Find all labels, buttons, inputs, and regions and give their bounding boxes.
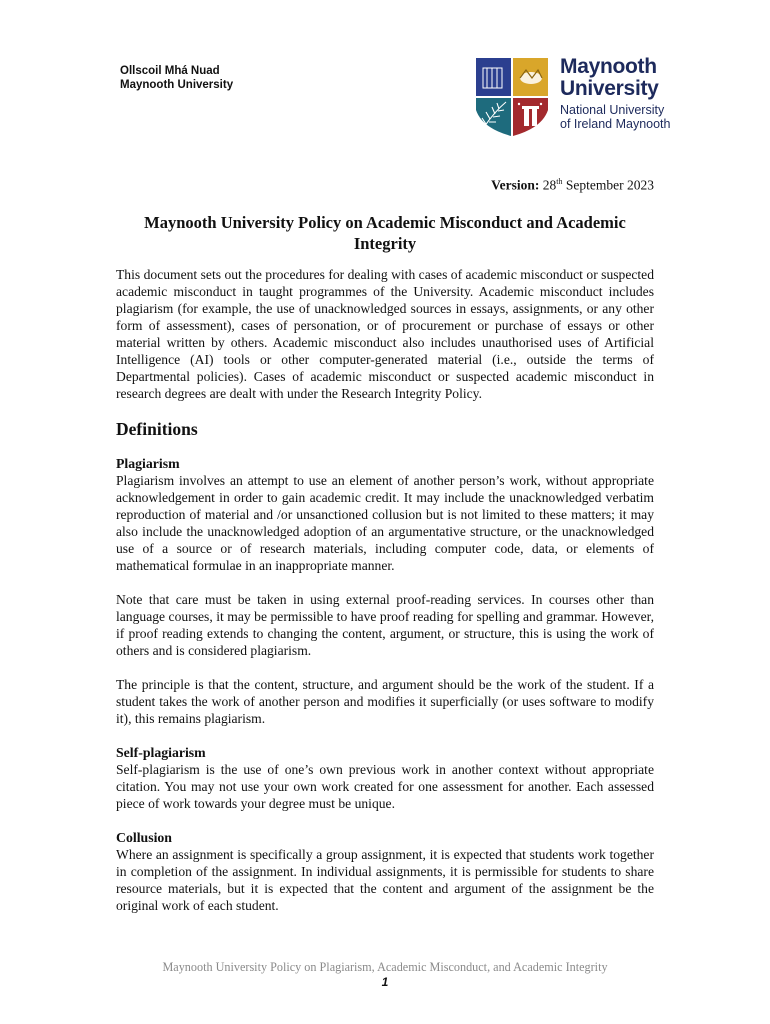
crest-icon [474, 56, 550, 138]
version-label: Version: [491, 177, 540, 193]
version-line [491, 177, 654, 194]
logo-line-3: National University [560, 103, 665, 117]
footer-text: Maynooth University Policy on Plagiarism, Academic Misconduct, and Academic Integrity [162, 960, 608, 974]
collusion-paragraph: Where an assignment is specifically a group assignment, it is expected that students work together in completion of the assignment. In individual assignments, it is permissible for students to share resource materials, but it is expected that the content and argument of the assignment be the original work of each student. [116, 847, 654, 913]
plagiarism-paragraph-1: Plagiarism involves an attempt to use an element of another person’s work, without appropriate acknowledgement in order to gain academic credit. It may include the unacknowledged verbatim reproduction of material and /or unsanctioned collusion but is not limited to these matters; it may also include the unacknowledged adoption of an argumentative structure, or the unacknowledged use of a source or of research materials, including computer code, data, or elements of mathematical formulae in an inappropriate manner. [116, 473, 654, 573]
version-day: 28 [542, 177, 557, 193]
self-plagiarism-heading: Self-plagiarism [116, 745, 206, 760]
page-number: 1 [381, 975, 389, 989]
version-day-suffix: th [556, 177, 563, 186]
page-title: Maynooth University Policy on Academic Misconduct and Academic Integrity [144, 213, 626, 253]
logo-line-2: University [560, 77, 659, 100]
university-name-block [120, 64, 233, 92]
plagiarism-paragraph-2: Note that care must be taken in using external proof-reading services. In courses other than language courses, it may be permissible to have proof reading for spelling and grammar. However, if proof reading extends to changing the content, argument, or structure, this is using the work of others and is considered plagiarism. [116, 592, 654, 658]
version-date: September 2023 [565, 177, 654, 193]
definitions-heading: Definitions [116, 419, 198, 439]
self-plagiarism-paragraph: Self-plagiarism is the use of one’s own previous work in another context without appropriate citation. You may not use your own work created for one assessment for another. Each assessed piece of work towards your degree must be unique. [116, 762, 654, 811]
english-name: Maynooth University [120, 79, 234, 91]
irish-name: Ollscoil Mhá Nuad [120, 65, 220, 77]
logo-wordmark [560, 56, 671, 131]
logo-line-1: Maynooth [560, 55, 657, 78]
plagiarism-paragraph-3: The principle is that the content, structure, and argument should be the work of the student. If a student takes the work of another person and modifies it superficially (or uses software to modify it), this remains plagiarism. [116, 677, 654, 726]
document-body [116, 266, 654, 914]
plagiarism-heading: Plagiarism [116, 456, 180, 471]
collusion-heading: Collusion [116, 830, 172, 845]
intro-paragraph: This document sets out the procedures for dealing with cases of academic misconduct or suspected academic misconduct in taught programmes of the University. Academic misconduct includes plagiarism (for example, the use of unacknowledged sources in essays, assignments, or any other form of assessment), cases of personation, or of procurement or purchase of essays or other material written by others. Academic misconduct also includes unauthorised uses of Artificial Intelligence (AI) tools or other computer-generated material (i.e., outside the terms of Departmental policies). Cases of academic misconduct or suspected academic misconduct in research degrees are dealt with under the Research Integrity Policy. [116, 267, 654, 401]
logo-line-4: of Ireland Maynooth [560, 117, 671, 131]
university-logo [474, 56, 674, 140]
